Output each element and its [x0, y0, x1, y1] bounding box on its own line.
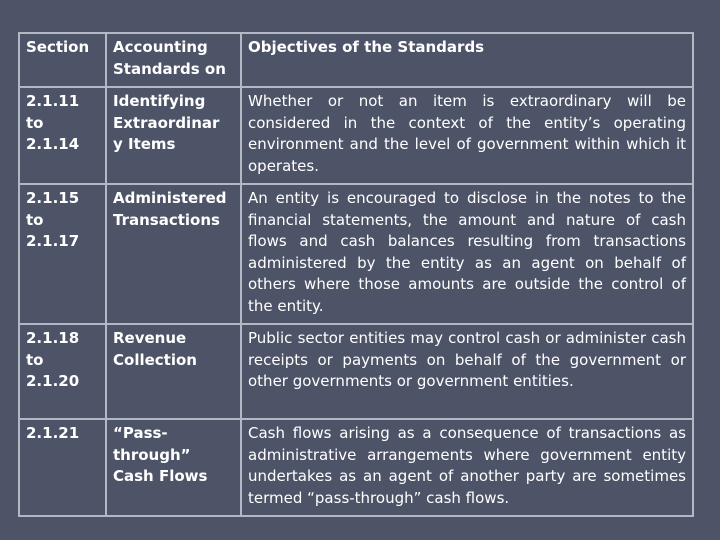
row-objective: Cash flows arising as a consequence of transactions as administrative arrangements where government entity undertakes as an agent of another party are sometimes termed “pass-through” cash flows.: [241, 419, 693, 516]
header-section: Section: [19, 33, 106, 87]
row-section: 2.1.18 to 2.1.20: [19, 324, 106, 419]
header-objectives: Objectives of the Standards: [241, 33, 693, 87]
header-standards: Accounting Standards on: [106, 33, 241, 87]
row-objective: An entity is encouraged to disclose in the notes to the financial statements, the amount and nature of cash flows and cash balances resulting from transactions administered by the entity as an agent on behalf of others where those amounts are outside the control of the entity.: [241, 184, 693, 324]
row-objective: Whether or not an item is extraordinary will be considered in the context of the entity’s operating environment and the level of government within which it operates.: [241, 87, 693, 184]
table-row: [19, 87, 693, 184]
row-section: 2.1.15 to 2.1.17: [19, 184, 106, 324]
row-section: 2.1.21: [19, 419, 106, 516]
row-standard: Revenue Collection: [106, 324, 241, 419]
table-header-row: [19, 33, 693, 87]
row-section: 2.1.11 to 2.1.14: [19, 87, 106, 184]
row-standard: Administered Transactions: [106, 184, 241, 324]
row-standard: “Pass-through” Cash Flows: [106, 419, 241, 516]
table-row: [19, 419, 693, 516]
row-objective: Public sector entities may control cash or administer cash receipts or payments on behalf of the government or other governments or government entities.: [241, 324, 693, 419]
table-row: [19, 324, 693, 419]
table-row: [19, 184, 693, 324]
row-standard: Identifying Extraordinar y Items: [106, 87, 241, 184]
standards-table: [18, 32, 694, 517]
